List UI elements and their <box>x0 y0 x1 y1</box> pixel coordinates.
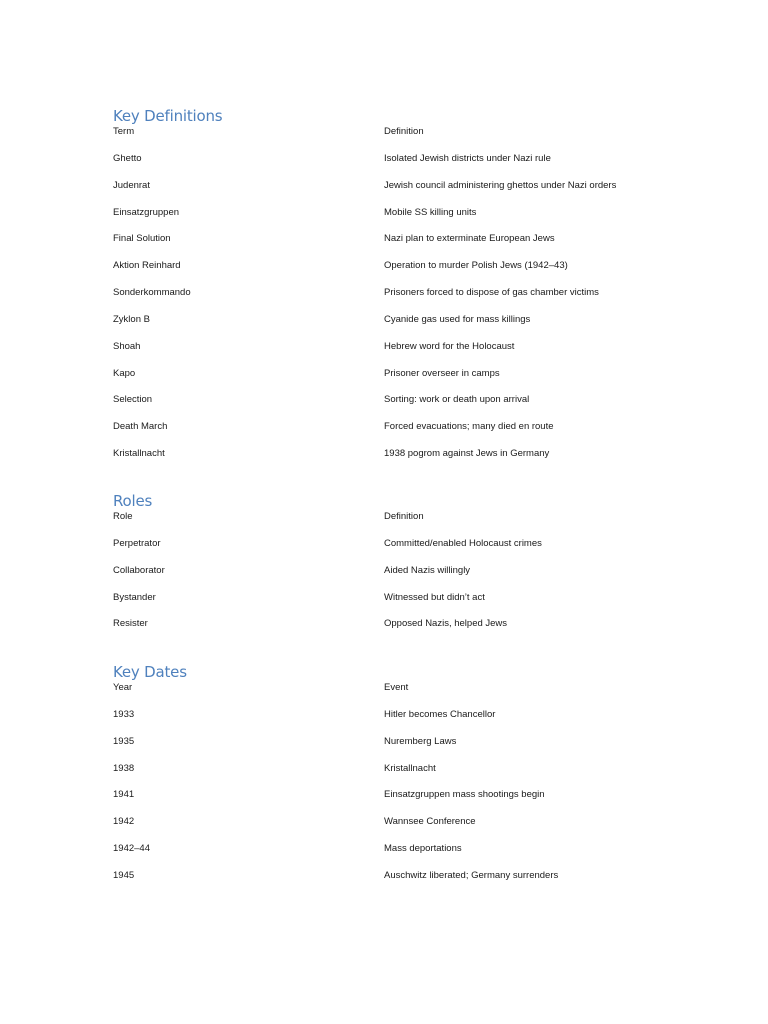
section-title: Key Dates <box>113 663 187 681</box>
term-cell: Judenrat <box>113 179 150 191</box>
definition-cell: Aided Nazis willingly <box>384 564 471 576</box>
table-row <box>113 368 673 395</box>
column-header: Year <box>113 682 133 693</box>
key-dates-section <box>113 662 673 897</box>
definition-cell: Nuremberg Laws <box>384 735 457 747</box>
definition-cell: Hitler becomes Chancellor <box>384 708 496 720</box>
table-row <box>113 394 673 421</box>
term-cell: 1942–44 <box>113 843 150 855</box>
section-title: Roles <box>113 492 153 510</box>
table-header-row <box>113 511 673 538</box>
term-cell: Collaborator <box>113 564 165 576</box>
column-header: Role <box>113 511 133 522</box>
term-cell: 1933 <box>113 708 135 720</box>
table-row <box>113 709 673 736</box>
definition-cell: Prisoners forced to dispose of gas chamber victims <box>384 287 599 299</box>
table-row <box>113 260 673 287</box>
term-cell: Kristallnacht <box>113 448 165 460</box>
dates-table <box>113 682 673 897</box>
definition-cell: Mobile SS killing units <box>384 206 477 218</box>
section-title: Key Definitions <box>113 107 223 125</box>
term-cell: Bystander <box>113 591 156 603</box>
table-header-row <box>113 126 673 153</box>
definition-cell: Jewish council administering ghettos under Nazi orders <box>384 179 617 191</box>
table-row <box>113 287 673 314</box>
roles-section <box>113 491 673 645</box>
table-row <box>113 233 673 260</box>
definition-cell: Forced evacuations; many died en route <box>384 421 554 433</box>
column-header: Definition <box>384 126 424 137</box>
column-header: Definition <box>384 511 424 522</box>
definition-cell: Cyanide gas used for mass killings <box>384 313 531 325</box>
key-definitions-section <box>113 106 673 475</box>
term-cell: Einsatzgruppen <box>113 206 180 218</box>
table-row <box>113 207 673 234</box>
definition-cell: Operation to murder Polish Jews (1942–43) <box>384 260 568 272</box>
term-cell: 1938 <box>113 762 135 774</box>
table-row <box>113 789 673 816</box>
table-row <box>113 736 673 763</box>
definition-cell: Hebrew word for the Holocaust <box>384 340 515 352</box>
term-cell: Selection <box>113 394 153 406</box>
table-row <box>113 421 673 448</box>
term-cell: Ghetto <box>113 152 142 164</box>
definition-cell: Isolated Jewish districts under Nazi rule <box>384 152 551 164</box>
table-row <box>113 341 673 368</box>
definition-cell: Kristallnacht <box>384 762 436 774</box>
term-cell: Final Solution <box>113 233 171 245</box>
term-cell: 1941 <box>113 789 135 801</box>
term-cell: Sonderkommando <box>113 287 191 299</box>
definition-cell: Witnessed but didn’t act <box>384 591 485 603</box>
table-row <box>113 763 673 790</box>
table-row <box>113 448 673 475</box>
table-header-row <box>113 682 673 709</box>
term-cell: 1945 <box>113 869 135 881</box>
term-cell: Aktion Reinhard <box>113 260 181 272</box>
column-header: Term <box>113 126 135 137</box>
table-row <box>113 565 673 592</box>
term-cell: Shoah <box>113 340 141 352</box>
table-row <box>113 816 673 843</box>
table-row <box>113 843 673 870</box>
definition-cell: Committed/enabled Holocaust crimes <box>384 537 542 549</box>
definition-cell: Sorting: work or death upon arrival <box>384 394 530 406</box>
table-row <box>113 180 673 207</box>
definition-cell: Einsatzgruppen mass shootings begin <box>384 789 545 801</box>
definition-cell: Opposed Nazis, helped Jews <box>384 618 508 630</box>
term-cell: 1942 <box>113 816 135 828</box>
definition-cell: Prisoner overseer in camps <box>384 367 500 379</box>
term-cell: Zyklon B <box>113 313 150 325</box>
column-header: Event <box>384 682 409 693</box>
definition-cell: 1938 pogrom against Jews in Germany <box>384 448 550 460</box>
term-cell: Resister <box>113 618 148 630</box>
definition-cell: Auschwitz liberated; Germany surrenders <box>384 869 559 881</box>
term-cell: Kapo <box>113 367 136 379</box>
term-cell: Perpetrator <box>113 537 161 549</box>
definitions-table <box>113 126 673 475</box>
term-cell: 1935 <box>113 735 135 747</box>
roles-table <box>113 511 673 645</box>
table-row <box>113 538 673 565</box>
definition-cell: Wannsee Conference <box>384 816 476 828</box>
table-row <box>113 592 673 619</box>
term-cell: Death March <box>113 421 168 433</box>
definition-cell: Mass deportations <box>384 843 462 855</box>
table-row <box>113 618 673 645</box>
table-row <box>113 153 673 180</box>
definition-cell: Nazi plan to exterminate European Jews <box>384 233 555 245</box>
table-row <box>113 314 673 341</box>
table-row <box>113 870 673 897</box>
